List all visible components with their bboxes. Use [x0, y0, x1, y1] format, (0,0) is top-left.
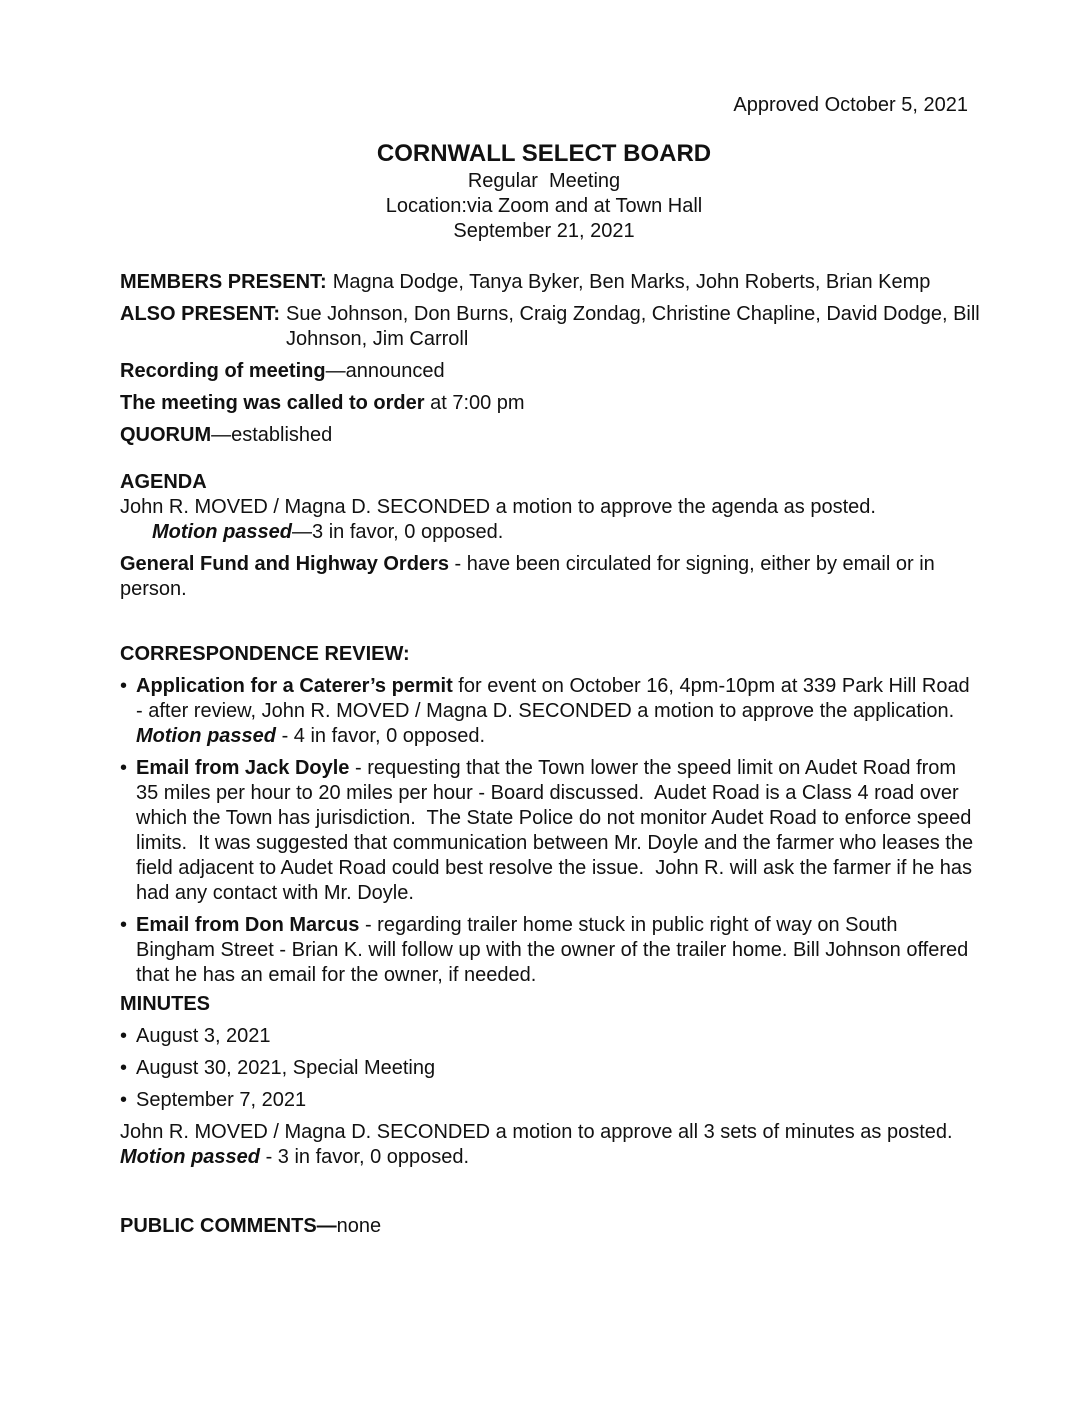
members-present — [120, 270, 980, 295]
quorum-label: QUORUM — [120, 424, 212, 446]
minutes-motion-text: John R. MOVED / Magna D. SECONDED a motion to approve all 3 sets of minutes as posted. — [120, 1121, 964, 1143]
members-present-label: MEMBERS PRESENT: — [120, 271, 327, 293]
list-item — [120, 1088, 980, 1113]
orders-value: - have been circulated for signing, either by email or in person. — [120, 553, 941, 600]
recording-label: Recording of meeting — [120, 360, 326, 382]
list-item — [120, 913, 980, 988]
bullet-icon: • — [120, 757, 128, 779]
call-to-order-value: at 7:00 pm — [424, 392, 525, 414]
public-comments-label: PUBLIC COMMENTS— — [120, 1215, 337, 1237]
orders-label: General Fund and Highway Orders — [120, 553, 449, 575]
minutes-item: August 3, 2021 — [136, 1025, 271, 1047]
minutes-body — [120, 270, 980, 1246]
document-header — [0, 139, 1088, 244]
also-present — [120, 302, 980, 352]
bullet-icon: • — [120, 914, 128, 936]
minutes-item: August 30, 2021, Special Meeting — [136, 1057, 436, 1079]
call-to-order-line — [120, 391, 980, 416]
quorum-line — [120, 423, 980, 448]
also-present-list: Sue Johnson, Don Burns, Craig Zondag, Christine Chapline, David Dodge, Bill Johnson, Jim Carroll — [286, 303, 980, 350]
agenda-motion: John R. MOVED / Magna D. SECONDED a motion to approve the agenda as posted. — [120, 496, 876, 518]
meeting-type: Regular Meeting — [467, 170, 621, 192]
correspondence-result-label: Motion passed — [136, 725, 277, 747]
minutes-list — [120, 1024, 980, 1113]
members-present-list: Magna Dodge, Tanya Byker, Ben Marks, John Roberts, Brian Kemp — [332, 271, 931, 293]
list-item — [120, 756, 980, 906]
bullet-icon: • — [120, 675, 128, 697]
bullet-icon: • — [120, 1025, 128, 1047]
approval-note: Approved October 5, 2021 — [733, 94, 968, 116]
minutes-heading: MINUTES — [120, 993, 210, 1015]
minutes-result-label: Motion passed — [120, 1146, 261, 1168]
call-to-order-label: The meeting was called to order — [120, 392, 425, 414]
orders-line — [120, 552, 980, 602]
meeting-location: Location:via Zoom and at Town Hall — [385, 195, 703, 217]
public-comments-value: none — [336, 1215, 382, 1237]
bullet-icon: • — [120, 1057, 128, 1079]
board-title: CORNWALL SELECT BOARD — [376, 140, 712, 167]
list-item — [120, 674, 980, 749]
agenda-result-value: —3 in favor, 0 opposed. — [292, 521, 504, 543]
minutes-result-value: - 3 in favor, 0 opposed. — [260, 1146, 470, 1168]
minutes-motion — [120, 1120, 980, 1170]
list-item — [120, 1056, 980, 1081]
correspondence-list — [120, 674, 980, 988]
correspondence-item-label: Application for a Caterer’s permit — [136, 675, 453, 697]
public-comments-line — [120, 1214, 980, 1239]
list-item — [120, 1024, 980, 1049]
correspondence-item-label: Email from Jack Doyle — [136, 757, 350, 779]
also-present-label: ALSO PRESENT: — [120, 303, 281, 325]
correspondence-item-text: for event on October 16, 4pm-10pm at 339 Park Hill Road - after review, John R. MOVED / Magna D. SECONDED a motion to approve the application. — [136, 675, 976, 722]
recording-value: —announced — [325, 360, 445, 382]
minutes-item: September 7, 2021 — [136, 1089, 307, 1111]
agenda-heading: AGENDA — [120, 471, 207, 493]
correspondence-heading: CORRESPONDENCE REVIEW: — [120, 643, 410, 665]
agenda-result-label: Motion passed — [152, 521, 293, 543]
recording-line — [120, 359, 980, 384]
correspondence-item-text: - requesting that the Town lower the speed limit on Audet Road from 35 miles per hour to 20 miles per hour - Board discussed. Audet Road is a Class 4 road over which the Town has jurisdiction. The State Police do not monitor Audet Road to enforce speed limits. It was suggested that communication between Mr. Doyle and the farmer who leases the field adjacent to Audet Road could best resolve the issue. John R. will ask the farmer if he has had any contact with Mr. Doyle. — [136, 757, 979, 904]
agenda-result — [120, 520, 980, 545]
bullet-icon: • — [120, 1089, 128, 1111]
correspondence-item-label: Email from Don Marcus — [136, 914, 360, 936]
quorum-value: —established — [211, 424, 333, 446]
correspondence-item-text: - regarding trailer home stuck in public right of way on South Bingham Street - Brian K. will follow up with the owner of the trailer home. Bill Johnson offered that he has an email for the owner, if needed. — [136, 914, 974, 986]
meeting-date: September 21, 2021 — [453, 220, 635, 242]
correspondence-result-value: - 4 in favor, 0 opposed. — [276, 725, 486, 747]
